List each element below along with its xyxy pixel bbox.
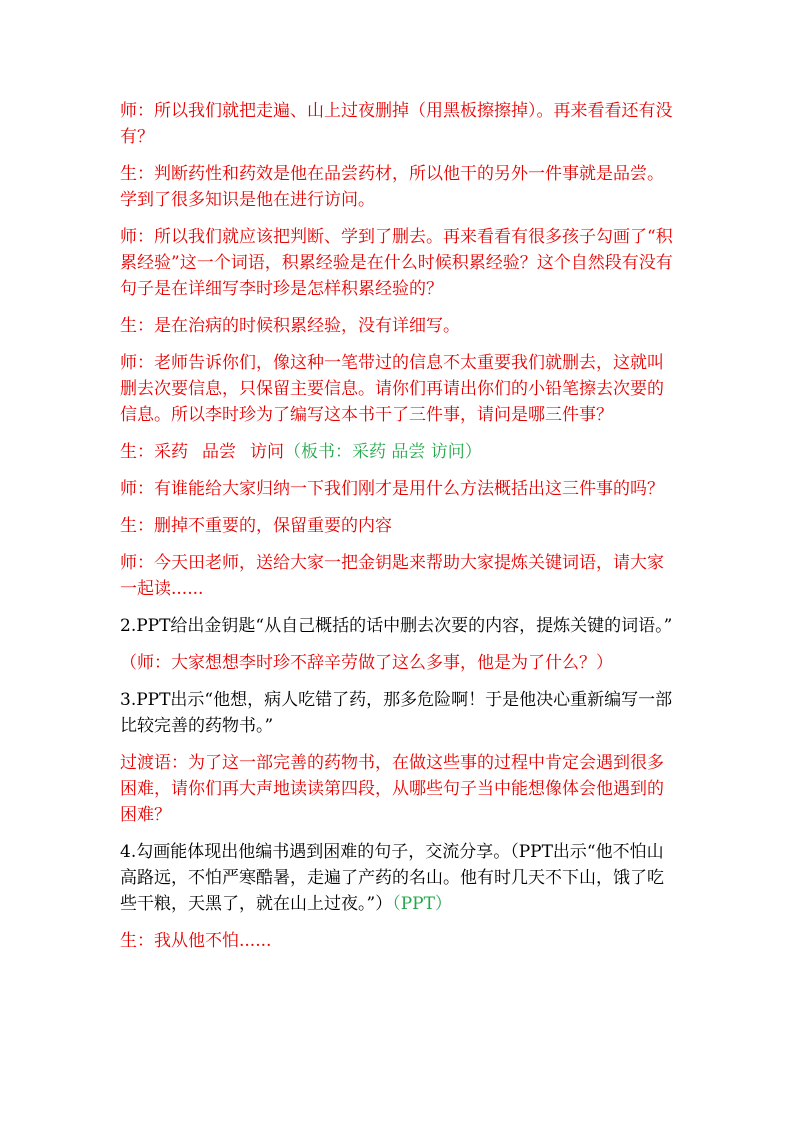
student-line: 生：我从他不怕...... xyxy=(120,931,272,951)
teacher-line: 师：所以我们就应该把判断、学到了删去。再来看看有很多孩子勾画了“积累经验”这一个词语，积累经验是在什么时候积累经验？这个自然段有没有句子是在详细写李时珍是怎样积累经验的？ xyxy=(120,227,673,299)
student-line: 生：判断药性和药效是他在品尝药材，所以他干的另外一件事就是品尝。学到了很多知识是他在进行访问。 xyxy=(120,164,664,210)
student-answer-line xyxy=(120,439,680,465)
teacher-line: 师：老师告诉你们，像这种一笔带过的信息不太重要我们就删去，这就叫删去次要信息，只保留主要信息。请你们再请出你们的小铅笔擦去次要的信息。所以李时珍为了编写这本书干了三件事，请问是哪三件事？ xyxy=(120,353,664,425)
answer-part-2: 品尝 xyxy=(202,442,236,462)
step-3-line: 3.PPT出示“他想，病人吃错了药，那多危险啊！于是他决心重新编写一部比较完善的药物书。” xyxy=(120,690,673,736)
student-line: 生：是在治病的时候积累经验，没有详细写。 xyxy=(120,316,460,336)
answer-part-3: 访问 xyxy=(250,442,284,462)
transition-line: 过渡语：为了这一部完善的药物书，在做这些事的过程中肯定会遇到很多困难，请你们再大声地读读第四段，从哪些句子当中能想像体会他遇到的困难？ xyxy=(120,753,664,825)
answer-part-1: 生：采药 xyxy=(120,442,188,462)
ppt-tag: （PPT） xyxy=(392,894,452,914)
teacher-line: 师：所以我们就把走遍、山上过夜删掉（用黑板擦擦掉）。再来看看还有没有？ xyxy=(120,101,673,147)
teacher-line: 师：今天田老师，送给大家一把金钥匙来帮助大家提炼关键词语，请大家一起读...... xyxy=(120,553,664,599)
step-4-line xyxy=(120,839,680,917)
student-line: 生：删掉不重要的，保留重要的内容 xyxy=(120,516,392,536)
document-page xyxy=(120,98,680,965)
teacher-question: （师：大家想想李时珍不辞辛劳做了这么多事，他是为了什么？） xyxy=(120,653,613,673)
step-4-text: 4.勾画能体现出他编书遇到困难的句子，交流分享。（PPT出示“他不怕山高路远，不怕严寒酷暑，走遍了产药的名山。他有时几天不下山，饿了吃些干粮，天黑了，就在山上过夜。”） xyxy=(120,842,664,914)
teacher-line: 师：有谁能给大家归纳一下我们刚才是用什么方法概括出这三件事的吗？ xyxy=(120,479,664,499)
board-note: （板书：采药 品尝 访问） xyxy=(284,442,482,462)
step-2-line: 2.PPT给出金钥匙“从自己概括的话中删去次要的内容，提炼关键的词语。” xyxy=(120,616,673,636)
